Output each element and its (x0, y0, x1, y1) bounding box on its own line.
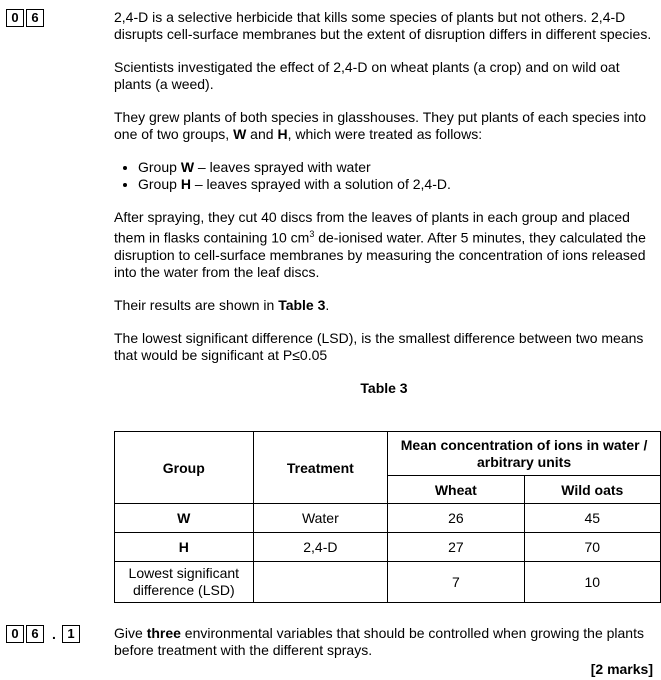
marks-label: [2 marks] (590, 661, 653, 677)
header-wheat: Wheat (388, 476, 524, 504)
header-mean-concentration: Mean concentration of ions in water / arbitrary units (388, 432, 661, 476)
header-group: Group (115, 432, 254, 504)
list-item: • Group H – leaves sprayed with a solution of 2,4-D. (138, 176, 654, 193)
subquestion-digit: 0 (6, 625, 24, 643)
intro-paragraph: 2,4-D is a selective herbicide that kills some species of plants but not others. 2,4-D disrupts cell-surface membranes but the extent of disruption differs in different species. (114, 9, 652, 42)
header-treatment: Treatment (253, 432, 388, 504)
header-wild-oats: Wild oats (524, 476, 660, 504)
list-item: • Group W – leaves sprayed with water (138, 159, 654, 176)
group-w-label: W (233, 126, 247, 142)
method-paragraph: After spraying, they cut 40 discs from the leaves of plants in each group and placed them in flasks containing 10 $cm^3$ de-ionised water. After 5 minutes, they calculated the disruption to cell-surface membranes by measuring the concentration of ions released into the water from the leaf discs. (114, 209, 646, 280)
subquestion-text: Give three environmental variables that should be controlled when growing the plants before treatment with the different sprays. (114, 625, 644, 658)
investigation-paragraph: Scientists investigated the effect of 2,4-D on wheat plants (a crop) and on wild oat plants (a weed). (114, 59, 620, 92)
table-row: H 2,4-D 27 70 (115, 533, 661, 562)
subquestion-digit: 6 (26, 625, 44, 643)
question-digit: 6 (26, 9, 44, 27)
table-row: W Water 26 45 (115, 504, 661, 533)
table-row: Lowest significant difference (LSD) 7 10 (115, 562, 661, 603)
subquestion-part: 1 (62, 625, 80, 643)
question-number (6, 9, 46, 27)
group-h-label: H (277, 126, 288, 142)
group-list (114, 159, 654, 193)
groups-intro: They grew plants of both species in glasshouses. They put plants of each species into one of two groups, W and H, which were treated as follows: (114, 109, 647, 142)
results-table (114, 431, 661, 603)
table-title: Table 3 (360, 379, 408, 396)
subquestion-number (6, 625, 82, 643)
question-body (114, 9, 654, 413)
subquestion-dot: . (52, 626, 56, 642)
lsd-paragraph: The lowest significant difference (LSD), is the smallest difference between two means that would be significant at P≤0.05 (114, 329, 644, 363)
results-paragraph: Their results are shown in Table 3. (114, 296, 330, 313)
question-digit: 0 (6, 9, 24, 27)
